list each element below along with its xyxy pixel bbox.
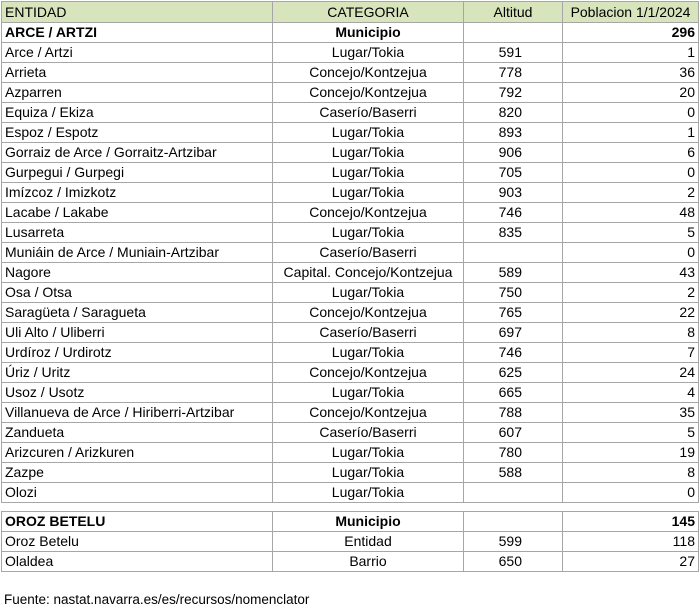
cell-poblacion: 0 bbox=[563, 483, 699, 503]
cell-poblacion: 296 bbox=[563, 23, 699, 43]
cell-categoria: Concejo/Kontzejua bbox=[273, 363, 464, 383]
cell-altitud bbox=[464, 23, 563, 43]
cell-entidad: Nagore bbox=[2, 263, 273, 283]
spacer-cell bbox=[2, 503, 273, 512]
cell-entidad: Lusarreta bbox=[2, 223, 273, 243]
table-row bbox=[2, 303, 699, 323]
cell-altitud: 780 bbox=[464, 443, 563, 463]
cell-categoria: Municipio bbox=[273, 512, 464, 532]
header-poblacion: Poblacion 1/1/2024 bbox=[563, 2, 699, 23]
cell-altitud: 625 bbox=[464, 363, 563, 383]
cell-categoria: Lugar/Tokia bbox=[273, 43, 464, 63]
cell-categoria: Lugar/Tokia bbox=[273, 143, 464, 163]
cell-poblacion: 20 bbox=[563, 83, 699, 103]
cell-poblacion: 22 bbox=[563, 303, 699, 323]
cell-categoria: Lugar/Tokia bbox=[273, 443, 464, 463]
cell-categoria: Lugar/Tokia bbox=[273, 123, 464, 143]
table-row bbox=[2, 532, 699, 552]
cell-altitud: 788 bbox=[464, 403, 563, 423]
table-row bbox=[2, 203, 699, 223]
cell-entidad: Azparren bbox=[2, 83, 273, 103]
cell-entidad: Olozi bbox=[2, 483, 273, 503]
cell-poblacion: 0 bbox=[563, 243, 699, 263]
table-row bbox=[2, 443, 699, 463]
cell-altitud: 665 bbox=[464, 383, 563, 403]
table-row bbox=[2, 552, 699, 572]
table-row bbox=[2, 383, 699, 403]
cell-categoria: Lugar/Tokia bbox=[273, 283, 464, 303]
cell-entidad: Urdíroz / Urdirotz bbox=[2, 343, 273, 363]
cell-poblacion: 36 bbox=[563, 63, 699, 83]
cell-altitud: 591 bbox=[464, 43, 563, 63]
cell-poblacion: 8 bbox=[563, 323, 699, 343]
cell-categoria: Caserío/Baserri bbox=[273, 103, 464, 123]
cell-altitud: 903 bbox=[464, 183, 563, 203]
cell-altitud: 589 bbox=[464, 263, 563, 283]
cell-poblacion: 6 bbox=[563, 143, 699, 163]
municipio-row bbox=[2, 512, 699, 532]
cell-entidad: Úriz / Uritz bbox=[2, 363, 273, 383]
cell-categoria: Lugar/Tokia bbox=[273, 223, 464, 243]
cell-altitud: 588 bbox=[464, 463, 563, 483]
cell-categoria: Caserío/Baserri bbox=[273, 323, 464, 343]
cell-categoria: Lugar/Tokia bbox=[273, 163, 464, 183]
table-row bbox=[2, 263, 699, 283]
cell-altitud: 820 bbox=[464, 103, 563, 123]
spacer-cell bbox=[464, 503, 563, 512]
cell-poblacion: 19 bbox=[563, 443, 699, 463]
table-row bbox=[2, 43, 699, 63]
cell-categoria: Entidad bbox=[273, 532, 464, 552]
cell-altitud: 697 bbox=[464, 323, 563, 343]
cell-poblacion: 2 bbox=[563, 283, 699, 303]
header-categoria: CATEGORIA bbox=[273, 2, 464, 23]
cell-entidad: Villanueva de Arce / Hiriberri-Artzibar bbox=[2, 403, 273, 423]
table-row bbox=[2, 403, 699, 423]
cell-categoria: Lugar/Tokia bbox=[273, 483, 464, 503]
cell-poblacion: 27 bbox=[563, 552, 699, 572]
cell-poblacion: 7 bbox=[563, 343, 699, 363]
cell-entidad: Osa / Otsa bbox=[2, 283, 273, 303]
spacer-cell bbox=[563, 503, 699, 512]
cell-categoria: Municipio bbox=[273, 23, 464, 43]
cell-poblacion: 5 bbox=[563, 423, 699, 443]
cell-entidad: Arce / Artzi bbox=[2, 43, 273, 63]
cell-entidad: Saragüeta / Saragueta bbox=[2, 303, 273, 323]
cell-entidad: Equiza / Ekiza bbox=[2, 103, 273, 123]
header-altitud: Altitud bbox=[464, 2, 563, 23]
cell-poblacion: 5 bbox=[563, 223, 699, 243]
cell-categoria: Caserío/Baserri bbox=[273, 423, 464, 443]
cell-categoria: Barrio bbox=[273, 552, 464, 572]
cell-entidad: Muniáin de Arce / Muniain-Artzibar bbox=[2, 243, 273, 263]
cell-entidad: ARCE / ARTZI bbox=[2, 23, 273, 43]
cell-entidad: Espoz / Espotz bbox=[2, 123, 273, 143]
table-row bbox=[2, 223, 699, 243]
table-row bbox=[2, 343, 699, 363]
cell-entidad: Olaldea bbox=[2, 552, 273, 572]
table-row bbox=[2, 183, 699, 203]
table-row bbox=[2, 63, 699, 83]
cell-altitud: 599 bbox=[464, 532, 563, 552]
cell-poblacion: 24 bbox=[563, 363, 699, 383]
cell-categoria: Lugar/Tokia bbox=[273, 183, 464, 203]
header-row bbox=[2, 2, 699, 23]
cell-entidad: OROZ BETELU bbox=[2, 512, 273, 532]
cell-entidad: Arizcuren / Arizkuren bbox=[2, 443, 273, 463]
cell-altitud bbox=[464, 512, 563, 532]
spacer-cell bbox=[273, 503, 464, 512]
cell-altitud: 746 bbox=[464, 203, 563, 223]
cell-entidad: Gorraiz de Arce / Gorraitz-Artzibar bbox=[2, 143, 273, 163]
population-table bbox=[1, 1, 699, 572]
cell-categoria: Capital. Concejo/Kontzejua bbox=[273, 263, 464, 283]
cell-categoria: Concejo/Kontzejua bbox=[273, 403, 464, 423]
cell-altitud: 765 bbox=[464, 303, 563, 323]
table-body bbox=[2, 23, 699, 572]
cell-altitud: 750 bbox=[464, 283, 563, 303]
table-row bbox=[2, 143, 699, 163]
cell-poblacion: 2 bbox=[563, 183, 699, 203]
table-row bbox=[2, 363, 699, 383]
cell-entidad: Gurpegui / Gurpegi bbox=[2, 163, 273, 183]
cell-poblacion: 1 bbox=[563, 123, 699, 143]
cell-poblacion: 0 bbox=[563, 163, 699, 183]
cell-altitud: 778 bbox=[464, 63, 563, 83]
spacer-row bbox=[2, 503, 699, 512]
table-row bbox=[2, 243, 699, 263]
table-row bbox=[2, 323, 699, 343]
cell-categoria: Lugar/Tokia bbox=[273, 383, 464, 403]
table-row bbox=[2, 123, 699, 143]
table-row bbox=[2, 83, 699, 103]
cell-categoria: Concejo/Kontzejua bbox=[273, 303, 464, 323]
table-row bbox=[2, 423, 699, 443]
cell-entidad: Arrieta bbox=[2, 63, 273, 83]
cell-poblacion: 48 bbox=[563, 203, 699, 223]
cell-categoria: Concejo/Kontzejua bbox=[273, 63, 464, 83]
cell-categoria: Caserío/Baserri bbox=[273, 243, 464, 263]
cell-altitud: 906 bbox=[464, 143, 563, 163]
cell-entidad: Oroz Betelu bbox=[2, 532, 273, 552]
municipio-row bbox=[2, 23, 699, 43]
cell-poblacion: 0 bbox=[563, 103, 699, 123]
cell-categoria: Concejo/Kontzejua bbox=[273, 203, 464, 223]
cell-poblacion: 35 bbox=[563, 403, 699, 423]
cell-categoria: Concejo/Kontzejua bbox=[273, 83, 464, 103]
cell-entidad: Lacabe / Lakabe bbox=[2, 203, 273, 223]
cell-entidad: Usoz / Usotz bbox=[2, 383, 273, 403]
table-row bbox=[2, 463, 699, 483]
cell-poblacion: 118 bbox=[563, 532, 699, 552]
source-note: Fuente: nastat.navarra.es/es/recursos/nomenclator bbox=[4, 592, 310, 607]
table-row bbox=[2, 483, 699, 503]
cell-poblacion: 43 bbox=[563, 263, 699, 283]
cell-altitud bbox=[464, 243, 563, 263]
cell-altitud bbox=[464, 483, 563, 503]
cell-poblacion: 4 bbox=[563, 383, 699, 403]
cell-poblacion: 145 bbox=[563, 512, 699, 532]
cell-altitud: 705 bbox=[464, 163, 563, 183]
cell-altitud: 607 bbox=[464, 423, 563, 443]
cell-categoria: Lugar/Tokia bbox=[273, 343, 464, 363]
cell-entidad: Zazpe bbox=[2, 463, 273, 483]
table-row bbox=[2, 163, 699, 183]
cell-categoria: Lugar/Tokia bbox=[273, 463, 464, 483]
cell-entidad: Uli Alto / Uliberri bbox=[2, 323, 273, 343]
cell-poblacion: 8 bbox=[563, 463, 699, 483]
table-row bbox=[2, 103, 699, 123]
header-entidad: ENTIDAD bbox=[2, 2, 273, 23]
cell-altitud: 893 bbox=[464, 123, 563, 143]
cell-entidad: Zandueta bbox=[2, 423, 273, 443]
table-row bbox=[2, 283, 699, 303]
cell-altitud: 650 bbox=[464, 552, 563, 572]
cell-altitud: 746 bbox=[464, 343, 563, 363]
cell-entidad: Imízcoz / Imizkotz bbox=[2, 183, 273, 203]
cell-altitud: 792 bbox=[464, 83, 563, 103]
cell-altitud: 835 bbox=[464, 223, 563, 243]
cell-poblacion: 1 bbox=[563, 43, 699, 63]
